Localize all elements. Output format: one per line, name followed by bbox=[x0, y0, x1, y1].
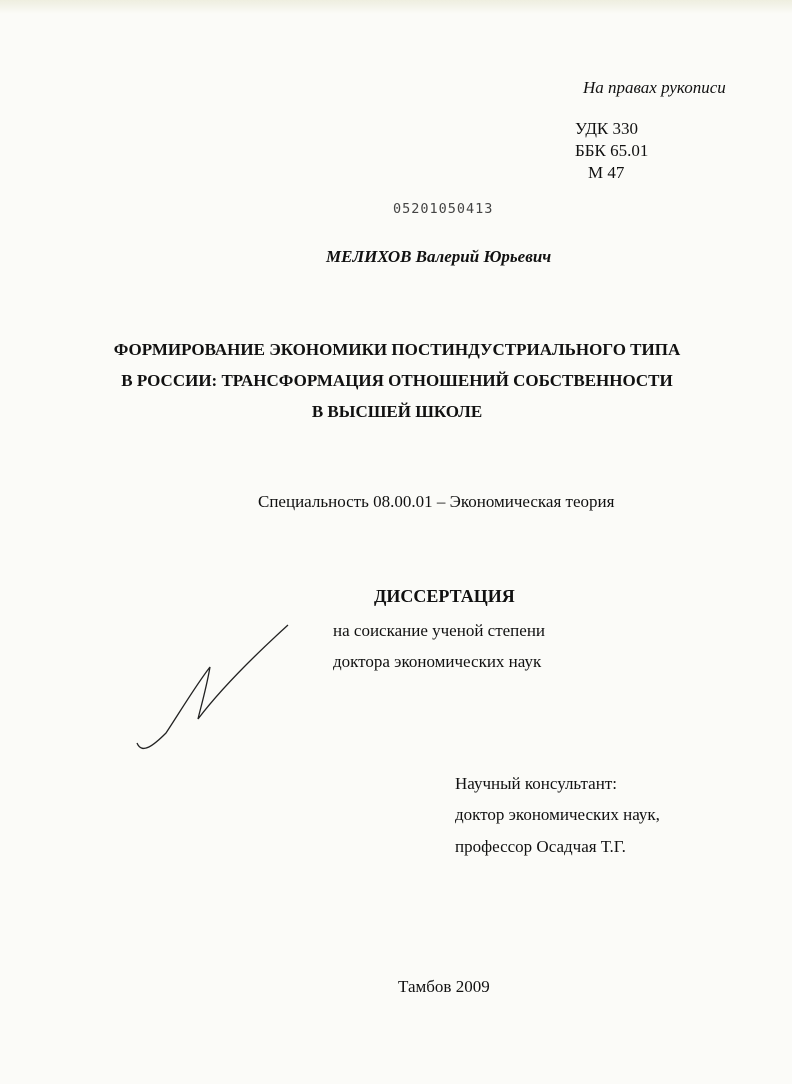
specialty: Специальность 08.00.01 – Экономическая теория bbox=[258, 492, 615, 511]
author-mark: М 47 bbox=[588, 163, 625, 182]
stamp-number: 05201050413 bbox=[393, 201, 494, 217]
udk-code: УДК 330 bbox=[575, 119, 639, 138]
title-line: В ВЫСШЕЙ ШКОЛЕ bbox=[311, 402, 483, 421]
rights-note: На правах рукописи bbox=[583, 78, 726, 97]
title-line: В РОССИИ: ТРАНСФОРМАЦИЯ ОТНОШЕНИЙ СОБСТВЕННОСТИ bbox=[121, 371, 673, 390]
advisor-label: Научный консультант: bbox=[455, 774, 617, 793]
work-type: ДИССЕРТАЦИЯ bbox=[374, 586, 515, 606]
advisor-name: профессор Осадчая Т.Г. bbox=[455, 837, 626, 856]
author-name: МЕЛИХОВ Валерий Юрьевич bbox=[326, 247, 552, 266]
degree-line: доктора экономических наук bbox=[333, 652, 542, 671]
degree-line: на соискание ученой степени bbox=[333, 621, 546, 640]
advisor-degree: доктор экономических наук, bbox=[455, 805, 660, 824]
scan-edge bbox=[0, 0, 792, 14]
bbk-code: ББК 65.01 bbox=[575, 141, 649, 160]
title-line: ФОРМИРОВАНИЕ ЭКОНОМИКИ ПОСТИНДУСТРИАЛЬНОГО ТИПА bbox=[113, 340, 681, 359]
signature bbox=[120, 615, 300, 765]
city-year: Тамбов 2009 bbox=[398, 977, 490, 996]
